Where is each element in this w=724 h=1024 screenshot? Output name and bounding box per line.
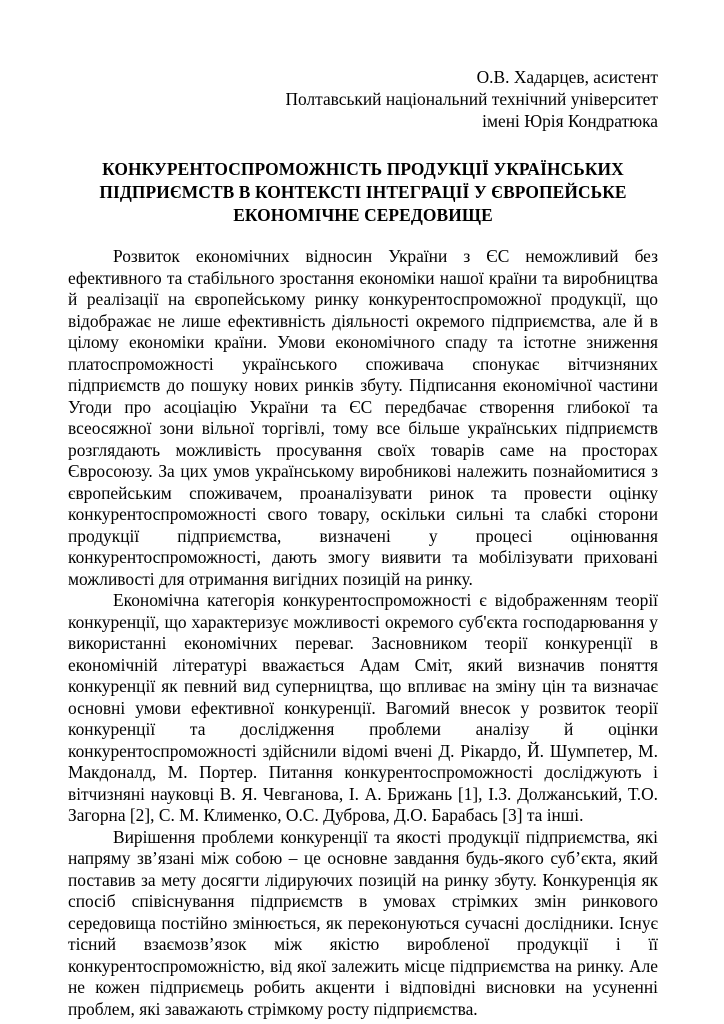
body-paragraph: Вирішення проблеми конкуренції та якості продукції підприємства, які напряму зв’язані між собою – це основне завдання будь-якого суб’єкта, який поставив за мету досягти лідируючих позицій на ринку збуту. Конкуренція як спосіб співіснування підприємств в умовах стрімких змін ринкового середовища постійно змінюється, як переконуються сучасні дослідники. Існує тісний взаємозв’язок між якістю виробленої продукції і її конкурентоспроможністю, від якої залежить місце підприємства на ринку. Але не кожен підприємець робить акценти і відповідні висновки на усуненні проблем, які заважають стрімкому росту підприємства. [68,826,658,1019]
page-content [68,0,658,1020]
body-paragraph: Економічна категорія конкурентоспроможності є відображенням теорії конкуренції, що характеризує можливості окремого суб'єкта господарювання у використанні економічних переваг. Засновником теорії конкуренції в економічній літературі вважається Адам Сміт, який визначив поняття конкуренції як певний вид суперництва, що впливає на зміну цін та визначає основні умови ефективної конкуренції. Вагомий внесок у розвиток теорії конкуренції та дослідження проблеми аналізу й оцінки конкурентоспроможності здійснили відомі вчені Д. Рікардо, Й. Шумпетер, М. Макдоналд, М. Портер. Питання конкурентоспроможності досліджують і вітчизняні науковці В. Я. Чевганова, І. А. Брижань [1], І.З. Должанський, Т.О. Загорна [2], С. М. Клименко, О.С. Дуброва, Д.О. Барабась [3] та інші. [68,590,658,825]
body-text [68,227,658,1020]
title-line-1: КОНКУРЕНТОСПРОМОЖНІСТЬ ПРОДУКЦІЇ УКРАЇНСЬКИХ [102,159,624,179]
author-affiliation-block [68,0,658,132]
title-line-3: ЕКОНОМІЧНЕ СЕРЕДОВИЩЕ [233,205,493,225]
title-line-2: ПІДПРИЄМСТВ В КОНТЕКСТІ ІНТЕГРАЦІЇ У ЄВРОПЕЙСЬКЕ [99,182,627,202]
affiliation-line-1: Полтавський національний технічний університет [285,89,658,109]
affiliation-line-2: імені Юрія Кондратюка [482,111,658,131]
author-name: О.В. Хадарцев, асистент [476,67,658,87]
body-paragraph: Розвиток економічних відносин України з ЄС неможливий без ефективного та стабільного зростання економіки нашої країни та виробництва й реалізації на європейському ринку конкурентоспроможної продукції, що відображає не лише ефективність діяльності окремого підприємства, але й в цілому економіки країни. Умови економічного спаду та істотне зниження платоспроможності українського споживача спонукає вітчизняних підприємств до пошуку нових ринків збуту. Підписання економічної частини Угоди про асоціацію України та ЄС передбачає створення глибокої та всеосяжної зони вільної торгівлі, тому все більше українських підприємств розглядають можливість просування своїх товарів саме на просторах Євросоюзу. За цих умов українському виробникові належить познайомитися з європейським споживачем, проаналізувати ринок та провести оцінку конкурентоспроможності свого товару, оскільки сильні та слабкі сторони продукції підприємства, визначені у процесі оцінювання конкурентоспроможності, дають змогу виявити та мобілізувати приховані можливості для отримання вигідних позицій на ринку. [68,246,658,589]
page-title [68,132,658,227]
